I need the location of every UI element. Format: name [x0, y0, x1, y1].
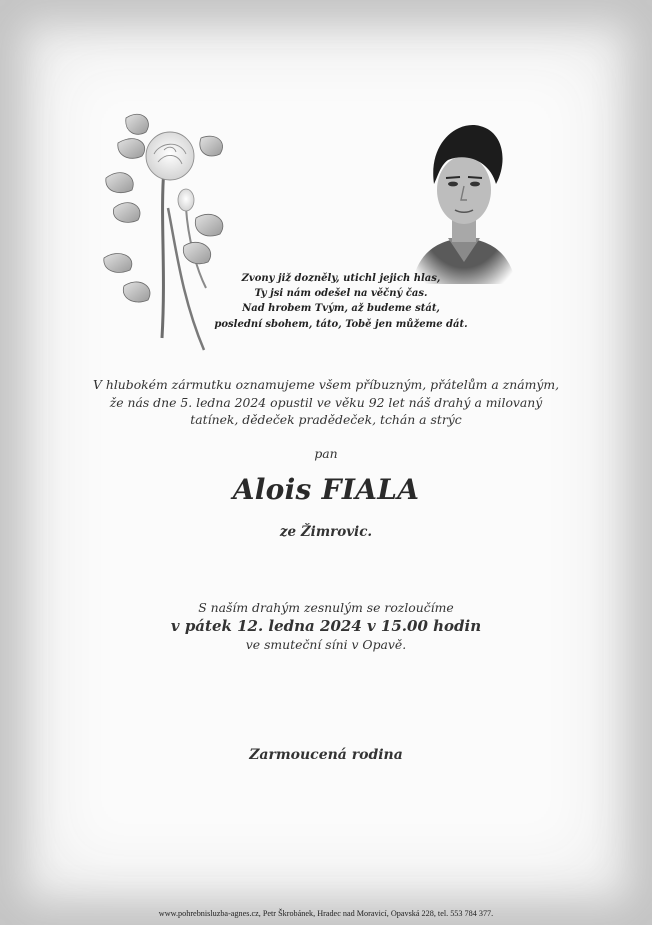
poem — [196, 271, 486, 332]
signature: Zarmoucená rodina — [249, 747, 403, 763]
footer-contact: www.pohrebnisluzba-agnes.cz, Petr Škrobánek, Hradec nad Moravicí, Opavská 228, tel. 553 784 377. — [158, 909, 494, 918]
announcement-line: tatínek, dědeček pradědeček, tchán a strýc — [190, 412, 462, 427]
title-prefix: pan — [314, 446, 338, 461]
farewell-datetime: v pátek 12. ledna 2024 v 15.00 hodin — [170, 617, 482, 635]
deceased-name: Alois FIALA — [232, 473, 420, 506]
announcement-text — [60, 376, 592, 429]
announcement-line: V hlubokém zármutku oznamujeme všem příbuzným, přátelům a známým, — [92, 377, 560, 392]
farewell-block — [0, 599, 652, 653]
farewell-intro: S naším drahým zesnulým se rozloučíme — [198, 600, 454, 615]
announcement-line: že nás dne 5. ledna 2024 opustil ve věku 92 let náš drahý a milovaný — [109, 394, 543, 410]
farewell-place: ve smuteční síni v Opavě. — [245, 637, 407, 652]
poem-line: Ty jsi nám odešel na věčný čas. — [254, 288, 428, 300]
poem-line: poslední sbohem, táto, Tobě jen můžeme dát. — [214, 318, 468, 330]
portrait-photo — [408, 112, 520, 284]
poem-line: Nad hrobem Tvým, až budeme stát, — [242, 303, 440, 315]
origin-text: ze Žimrovic. — [279, 524, 373, 540]
poem-line: Zvony již dozněly, utichl jejich hlas, — [241, 273, 441, 284]
